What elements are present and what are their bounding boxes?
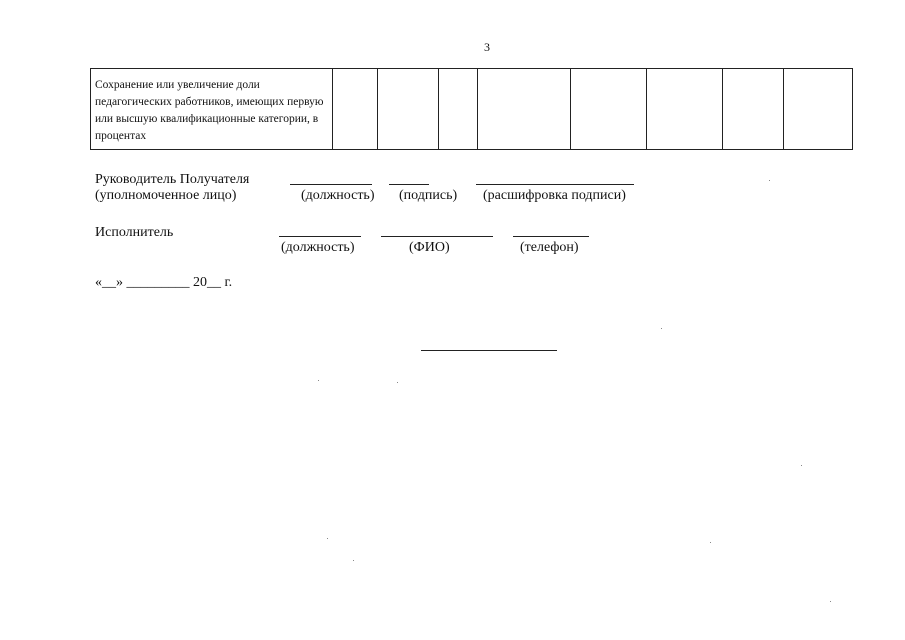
position-signature-line xyxy=(290,184,372,185)
scan-speck xyxy=(327,538,328,539)
date-line: «__» _________ 20__ г. xyxy=(95,275,233,290)
head-title: Руководитель Получателя xyxy=(95,172,250,187)
table-row-label: Сохранение или увеличение доли педагогических работников, имеющих первую или высшую квалификационные категории, в процентах xyxy=(91,69,333,149)
table-column-divider xyxy=(477,69,478,149)
position-caption: (должность) xyxy=(301,188,375,203)
scan-speck xyxy=(318,380,319,381)
signature-decoding-line xyxy=(476,184,634,185)
table-column-divider xyxy=(783,69,784,149)
indicator-table xyxy=(90,68,853,150)
closing-divider xyxy=(421,350,557,351)
table-column-divider xyxy=(646,69,647,149)
head-subtitle: (уполномоченное лицо) xyxy=(95,188,237,203)
executor-name-line xyxy=(381,236,493,237)
executor-phone-line xyxy=(513,236,589,237)
executor-phone-caption: (телефон) xyxy=(520,240,579,255)
scan-speck xyxy=(661,328,662,329)
signature-caption: (подпись) xyxy=(399,188,458,203)
signature-line xyxy=(389,184,429,185)
decoding-caption: (расшифровка подписи) xyxy=(483,188,626,203)
executor-position-line xyxy=(279,236,361,237)
table-column-divider xyxy=(377,69,378,149)
table-column-divider xyxy=(722,69,723,149)
scan-speck xyxy=(353,560,354,561)
table-column-divider xyxy=(570,69,571,149)
table-column-divider xyxy=(438,69,439,149)
scan-speck xyxy=(397,382,398,383)
page-number: 3 xyxy=(484,40,490,54)
scan-speck xyxy=(710,542,711,543)
scan-speck xyxy=(769,180,770,181)
scan-speck xyxy=(830,601,831,602)
scan-speck xyxy=(801,465,802,466)
executor-position-caption: (должность) xyxy=(281,240,355,255)
executor-name-caption: (ФИО) xyxy=(409,240,450,255)
executor-title: Исполнитель xyxy=(95,225,174,240)
